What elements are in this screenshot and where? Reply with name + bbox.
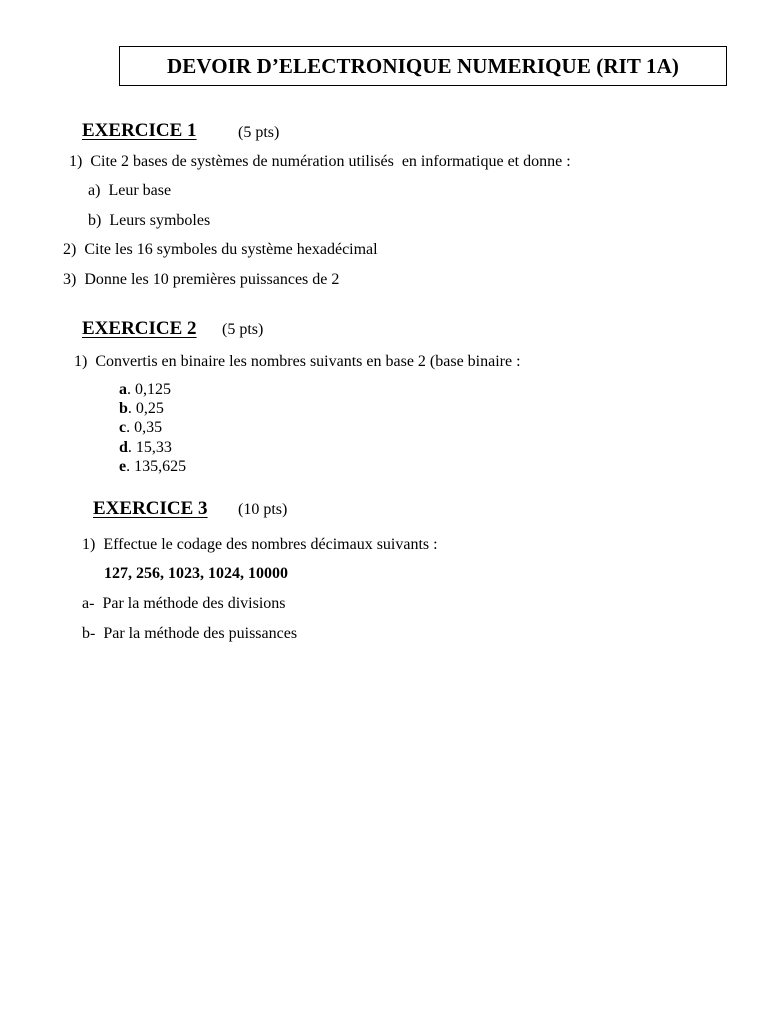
ex3-question-a <box>82 595 286 613</box>
exercice3-points: (10 pts) <box>238 501 288 518</box>
ex1-q3-number: 3) <box>63 271 77 288</box>
ex1-q1-number: 1) <box>69 153 83 170</box>
ex2-item-a <box>119 381 171 399</box>
exercice2-points: (5 pts) <box>222 321 264 338</box>
ex3-question-b <box>82 625 297 643</box>
ex1-q1b-number: b) <box>88 212 102 229</box>
ex2-item-c <box>119 419 162 437</box>
ex2-item-value: . 135,625 <box>126 458 187 475</box>
ex3-numbers: 127, 256, 1023, 1024, 10000 <box>104 565 288 582</box>
ex2-item-value: . 15,33 <box>127 439 172 456</box>
ex2-q1-number: 1) <box>74 353 88 370</box>
exercice3-heading: EXERCICE 3 <box>93 498 208 519</box>
exercice2-heading: EXERCICE 2 <box>82 318 197 339</box>
ex1-question-1b <box>88 212 210 230</box>
ex2-question-1 <box>74 353 521 371</box>
ex1-question-1a <box>88 182 171 200</box>
ex3-b-number: b- <box>82 625 96 642</box>
ex2-item-value: . 0,35 <box>126 419 163 436</box>
ex2-item-letter: c <box>119 419 127 436</box>
ex1-q3-text: Donne les 10 premières puissances de 2 <box>84 271 340 288</box>
page-title: DEVOIR D’ELECTRONIQUE NUMERIQUE (RIT 1A) <box>167 53 679 78</box>
ex1-q1b-text: Leurs symboles <box>109 212 211 229</box>
ex2-item-e <box>119 458 186 476</box>
ex2-item-value: . 0,125 <box>127 381 171 398</box>
exercice1-points: (5 pts) <box>238 124 280 141</box>
ex2-item-d <box>119 439 172 457</box>
ex1-question-3 <box>63 271 339 289</box>
ex3-question-1 <box>82 536 438 554</box>
ex1-question-2 <box>63 241 378 259</box>
ex3-q1-text: Effectue le codage des nombres décimaux suivants : <box>103 536 438 553</box>
ex1-q1-text: Cite 2 bases de systèmes de numération utilisés en informatique et donne : <box>90 153 571 170</box>
ex1-q2-number: 2) <box>63 241 77 258</box>
ex3-a-number: a- <box>82 595 95 612</box>
ex2-item-letter: d <box>119 439 128 456</box>
ex2-item-letter: e <box>119 458 127 475</box>
ex1-q1a-text: Leur base <box>108 182 172 199</box>
exercice1-heading: EXERCICE 1 <box>82 120 197 141</box>
ex1-question-1 <box>69 153 571 171</box>
title-box <box>119 46 727 86</box>
ex2-item-value: . 0,25 <box>127 400 164 417</box>
ex2-item-letter: b <box>119 400 128 417</box>
ex2-item-b <box>119 400 164 418</box>
ex1-q1a-number: a) <box>88 182 101 199</box>
ex3-b-text: Par la méthode des puissances <box>103 625 298 642</box>
ex2-item-letter: a <box>119 381 127 398</box>
ex3-q1-number: 1) <box>82 536 96 553</box>
ex1-q2-text: Cite les 16 symboles du système hexadécimal <box>84 241 378 258</box>
ex3-a-text: Par la méthode des divisions <box>102 595 286 612</box>
ex2-q1-text: Convertis en binaire les nombres suivants en base 2 (base binaire : <box>95 353 521 370</box>
